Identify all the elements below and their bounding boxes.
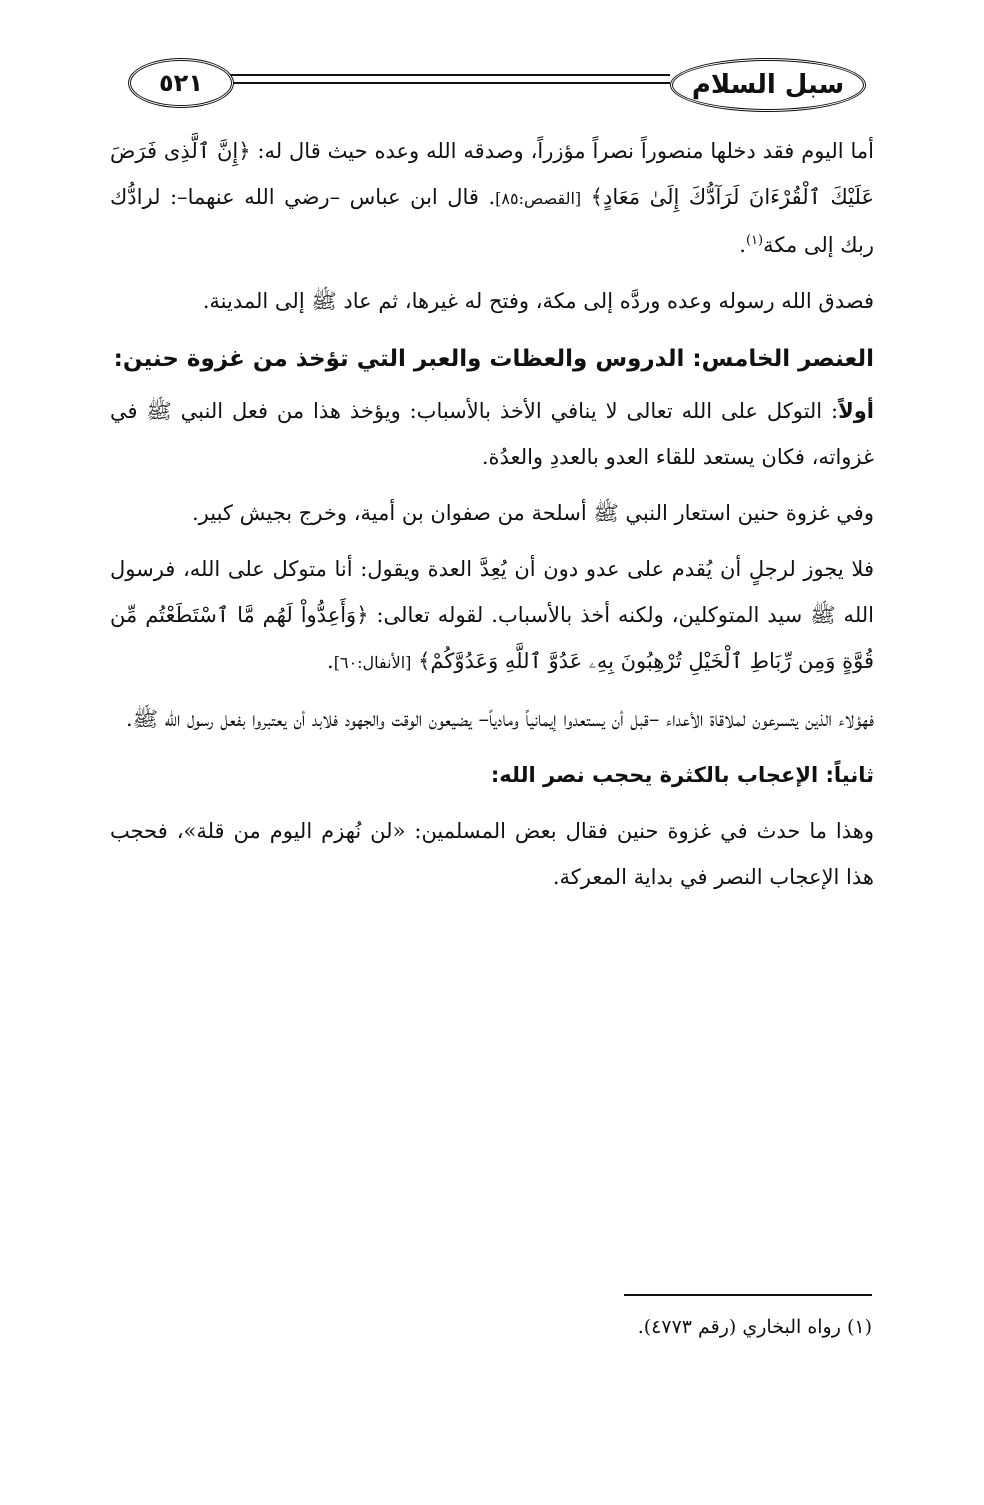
header-rule bbox=[226, 74, 670, 84]
paragraph-text: أما اليوم فقد دخلها منصوراً نصراً مؤزراً، وصدقه الله وعده حيث قال له: bbox=[250, 139, 874, 163]
paragraph-8: وهذا ما حدث في غزوة حنين فقال بعض المسلمين: «لن نُهزم اليوم من قلة»، فحجب هذا الإعجاب النصر في بداية المعركة. bbox=[110, 819, 874, 889]
paragraph-text: فلا يجوز لرجلٍ أن يُقدم على عدو دون أن يُعِدَّ العدة ويقول: أنا متوكل على الله، فرسول الله ﷺ سيد المتوكلين، ولكنه أخذ بالأسباب. لقوله تعالى: bbox=[110, 557, 875, 627]
verse-reference: [الأنفال:٦٠] bbox=[333, 653, 412, 672]
quran-verse: ﴿إِنَّ ٱلَّذِى فَرَضَ عَلَيْكَ ٱلْقُرْءَانَ لَرَآدُّكَ إِلَىٰ مَعَادٍ﴾ bbox=[110, 139, 874, 209]
footnote: (١) رواه البخاري (رقم ٤٧٧٣). bbox=[637, 1316, 872, 1338]
paragraph-2: فصدق الله رسوله وعده وردَّه إلى مكة، وفتح له غيرها، ثم عاد ﷺ إلى المدينة. bbox=[202, 289, 874, 313]
paragraph-4: وفي غزوة حنين استعار النبي ﷺ أسلحة من صفوان بن أمية، وخرج بجيش كبير. bbox=[191, 501, 874, 525]
paragraph-3 bbox=[110, 388, 874, 480]
paragraph-1 bbox=[110, 128, 874, 268]
footnote-separator bbox=[624, 1294, 872, 1296]
paragraph-6: فهؤلاء الذين يتسرعون لملاقاة الأعداء –قبل أن يستعدوا إيمانياً ومادياً– يضيعون الوقت والجهود فلابد أن يعتبروا بفعل رسول الله ﷺ. bbox=[125, 707, 874, 731]
page-header bbox=[0, 0, 984, 120]
page-number: ٥٢١ bbox=[128, 58, 234, 108]
section-heading: العنصر الخامس: الدروس والعظات والعبر التي تؤخذ من غزوة حنين: bbox=[113, 346, 874, 372]
verse-reference: [القصص:٨٥] bbox=[495, 189, 582, 208]
paragraph-text: . قال ابن عباس –رضي الله عنهما–: لرادُّك ربك إلى مكة bbox=[110, 185, 874, 257]
quran-verse: ﴿وَأَعِدُّواْ لَهُم مَّا ٱسْتَطَعْتُم مِّن قُوَّةٍ وَمِن رِّبَاطِ ٱلْخَيْلِ تُرْهِبُونَ بِهِۦ عَدُوَّ ٱللَّهِ وَعَدُوَّكُمْ﴾ bbox=[110, 603, 874, 673]
point-label: ثانياً bbox=[833, 763, 874, 787]
paragraph-5 bbox=[110, 546, 874, 686]
paragraph-text: . bbox=[739, 233, 746, 257]
point-title: : الإعجاب بالكثرة يحجب نصر الله: bbox=[490, 763, 834, 787]
paragraph-text: : التوكل على الله تعالى لا ينافي الأخذ بالأسباب: ويؤخذ هذا من فعل النبي ﷺ في غزواته، فكان يستعد للقاء العدو بالعددِ والعدُة. bbox=[110, 399, 874, 469]
book-title: سبل السلام bbox=[670, 58, 866, 112]
page-body bbox=[110, 128, 874, 910]
footnote-marker: (١) bbox=[745, 233, 764, 248]
point-label: أولاً bbox=[838, 399, 874, 423]
paragraph-text: . bbox=[327, 649, 334, 673]
paragraph-7 bbox=[110, 752, 874, 798]
